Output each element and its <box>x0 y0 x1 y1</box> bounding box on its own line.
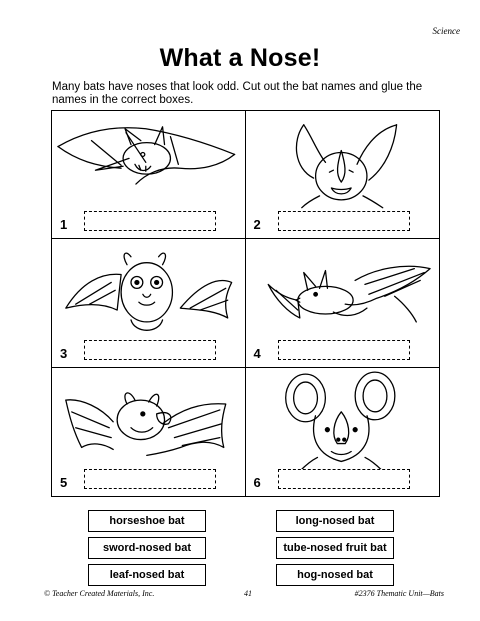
name-card-tube-nosed-fruit-bat[interactable]: tube-nosed fruit bat <box>276 537 394 559</box>
name-card-long-nosed-bat[interactable]: long-nosed bat <box>276 510 394 532</box>
name-card-hog-nosed-bat[interactable]: hog-nosed bat <box>276 564 394 586</box>
cell-number-6: 6 <box>253 474 261 490</box>
instructions: Many bats have noses that look odd. Cut out the bat names and glue the names in the correct boxes. <box>52 81 423 106</box>
answer-box-2[interactable] <box>278 211 410 231</box>
name-card-sword-nosed-bat[interactable]: sword-nosed bat <box>88 537 206 559</box>
cell-number-4: 4 <box>253 345 261 361</box>
answer-box-4[interactable] <box>278 340 410 360</box>
bat-grid <box>51 110 440 497</box>
name-card-horseshoe-bat[interactable]: horseshoe bat <box>88 510 206 532</box>
cell-number-2: 2 <box>253 217 261 233</box>
subject-label: Science <box>432 26 460 36</box>
cell-number-1: 1 <box>60 217 68 233</box>
bat-cell-2 <box>246 111 440 239</box>
bat-cell-5 <box>52 368 246 496</box>
bat-cell-6 <box>246 368 440 496</box>
answer-box-5[interactable] <box>84 469 216 489</box>
footer-page-number: 41 <box>244 589 252 598</box>
bat-cell-4 <box>246 239 440 367</box>
answer-box-6[interactable] <box>278 469 410 489</box>
bat-cell-3 <box>52 239 246 367</box>
answer-box-3[interactable] <box>84 340 216 360</box>
footer-copyright: © Teacher Created Materials, Inc. <box>44 589 155 598</box>
page-title: What a Nose! <box>159 44 321 72</box>
name-card-leaf-nosed-bat[interactable]: leaf-nosed bat <box>88 564 206 586</box>
footer-book-title: #2376 Thematic Unit—Bats <box>354 589 444 598</box>
answer-box-1[interactable] <box>84 211 216 231</box>
cell-number-3: 3 <box>60 345 68 361</box>
bat-cell-1 <box>52 111 246 239</box>
cell-number-5: 5 <box>60 474 68 490</box>
